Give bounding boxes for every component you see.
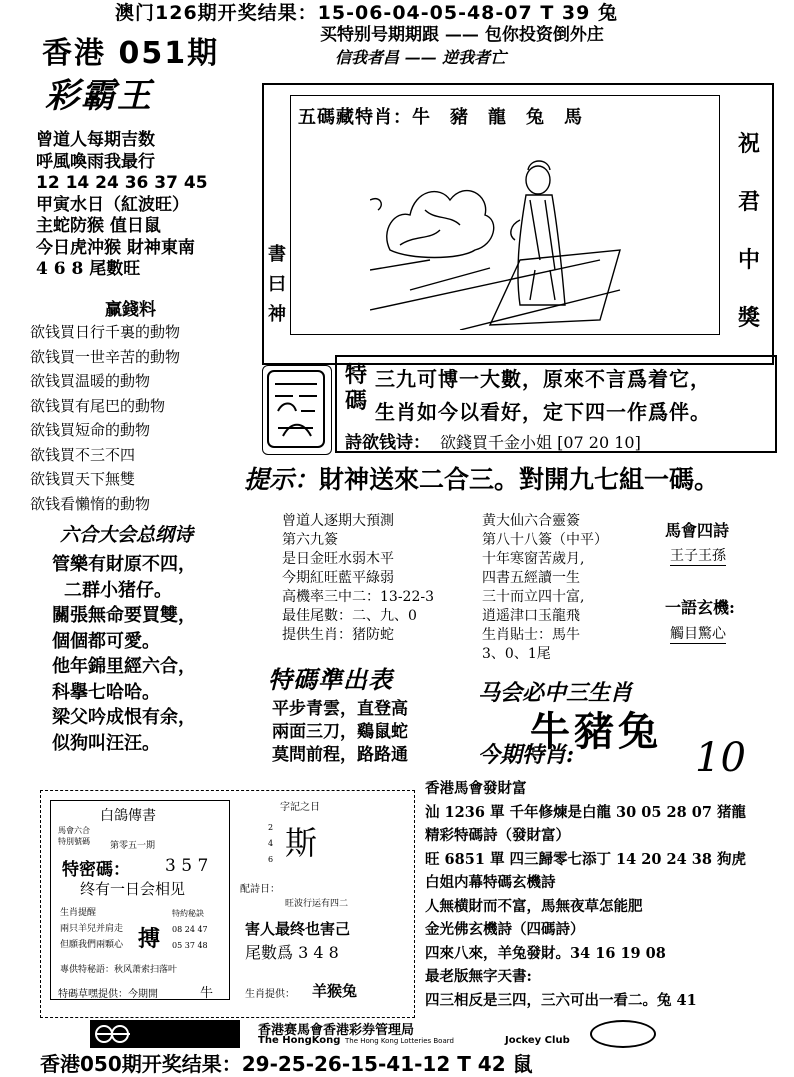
huang-line: 逍遥津口玉龍飛 bbox=[482, 608, 580, 624]
zeng-line: 曾道人逐期大預測 bbox=[282, 513, 394, 529]
hk-horse-line: 金光佛玄機詩（四碼詩） bbox=[425, 921, 585, 938]
left-info-line: 呼風喚雨我最行 bbox=[36, 151, 155, 172]
win-money-list bbox=[30, 320, 180, 516]
clipping-grass-label: 特碼草嘿提供：今期開 bbox=[58, 989, 158, 1000]
six-he-line: 個個都可愛。 bbox=[52, 630, 160, 652]
zeng-line: 最佳尾數：二、九、0 bbox=[282, 608, 417, 624]
clipping-tips bbox=[60, 905, 123, 953]
win-money-item: 欲钱買温暖的動物 bbox=[30, 372, 151, 390]
five-code-text: 五碼藏特肖：牛 豬 龍 兔 馬 bbox=[298, 107, 583, 128]
huang-line: 第八十八簽（中平） bbox=[482, 532, 608, 548]
left-info-line: 4 6 8 尾數旺 bbox=[36, 259, 141, 279]
zeng-forecast bbox=[282, 512, 434, 645]
word-title: 字記之日 bbox=[280, 802, 320, 813]
special-code-title: 特碼準出表 bbox=[268, 665, 393, 694]
six-he-line: 梁父吟成恨有余， bbox=[52, 707, 196, 728]
six-he-line: 他年錦里經六合， bbox=[52, 656, 196, 677]
tail-line bbox=[245, 940, 339, 963]
win-money-item: 欲钱買天下無雙 bbox=[30, 470, 136, 488]
zeng-line: 第六九簽 bbox=[282, 532, 338, 548]
word-num: 4 bbox=[268, 839, 274, 848]
win-money-item: 欲钱買短命的動物 bbox=[30, 421, 151, 439]
huang-line: 3、0、1尾 bbox=[482, 646, 551, 662]
six-he-line: 管樂有財原不四， bbox=[52, 554, 196, 575]
clipping-spec-num: 05 37 48 bbox=[172, 941, 208, 950]
tail-value: 3 4 8 bbox=[298, 943, 339, 962]
special-code-line: 平步青雲，直登高 bbox=[272, 699, 408, 719]
slogan-line-1: 买特别号期期跟 —— 包你投资倒外庄 bbox=[320, 25, 604, 45]
zodiac-label: 生肖提供： bbox=[245, 989, 295, 1000]
hk-horse-line: 四三相反是三四，三六可出一看二。兔 41 bbox=[425, 991, 697, 1009]
special-code-seal: 特碼 bbox=[345, 362, 368, 414]
zeng-line: 是日金旺水弱木平 bbox=[282, 551, 394, 567]
must-win-title: 马会必中三生肖 bbox=[478, 680, 633, 706]
footer-logo-band bbox=[90, 1020, 240, 1048]
left-info-line: 甲寅水日（紅波旺） bbox=[36, 194, 189, 215]
clipping-footer-label: 專供特秘語：秋风萧索扫落叶 bbox=[60, 965, 178, 975]
clipping-issue: 第零五一期 bbox=[110, 841, 156, 851]
clipping-tema-value: 3 5 7 bbox=[165, 856, 209, 876]
zodiac-value: 羊猴兔 bbox=[312, 982, 358, 1000]
must-win-number: 10 bbox=[695, 735, 746, 781]
bottom-result-banner: 香港050期开奖结果：29-25-26-15-41-12 T 42 鼠 bbox=[40, 1052, 533, 1076]
footer-cn: 香港赛馬會香港彩券管理局 bbox=[258, 1023, 415, 1038]
zeng-line: 高機率三中二：13-22-3 bbox=[282, 589, 434, 605]
corner-stamp bbox=[262, 365, 332, 455]
must-win-label: 今期特肖: bbox=[478, 742, 575, 768]
clipping-small bbox=[58, 825, 90, 847]
word-char: 斯 bbox=[285, 824, 318, 862]
slogan-line-2: 信我者昌 —— 逆我者亡 bbox=[335, 48, 507, 67]
six-he-line: 似狗叫汪汪。 bbox=[52, 732, 160, 754]
left-info-line: 主蛇防猴 值日鼠 bbox=[36, 216, 161, 236]
clipping-bo-char: 搏 bbox=[138, 926, 161, 952]
lotteries-logo-icon bbox=[590, 1020, 656, 1048]
clipping-tips-line: 但願我們兩顆心 bbox=[60, 940, 124, 950]
left-info-line: 曾道人每期吉数 bbox=[36, 130, 155, 150]
word-num: 6 bbox=[268, 855, 274, 864]
win-money-item: 欲钱買一世辛苦的動物 bbox=[30, 347, 181, 366]
wish-win-vertical: 祝君中獎 bbox=[738, 131, 761, 331]
special-code-line: 兩面三刀，鷄鼠蛇 bbox=[272, 722, 408, 742]
clipping-tema-label: 特密碼： bbox=[62, 860, 130, 880]
pair-label: 配詩日： bbox=[240, 884, 280, 895]
special-poem-line-2: 生肖如今以看好，定下四一作爲伴。 bbox=[375, 400, 711, 424]
clipping-small-line: 特別號碼 bbox=[58, 837, 90, 846]
horse-poem-title: 馬會四詩 bbox=[665, 521, 730, 540]
one-word-title: 一語玄機: bbox=[665, 598, 735, 617]
six-he-poem bbox=[52, 552, 196, 756]
clipping-spec bbox=[172, 906, 208, 954]
hk-horse-line: 四來八來，羊兔發財。34 16 19 08 bbox=[425, 944, 666, 962]
one-word-text: 觸目驚心 bbox=[670, 623, 726, 644]
issue-title: 香港 051期 bbox=[42, 36, 220, 71]
hk-horse-line: 香港馬會發財富 bbox=[425, 780, 527, 797]
horse-poem-text: 王子王孫 bbox=[670, 545, 726, 566]
huang-line: 四書五經讀一生 bbox=[482, 570, 580, 586]
hint-text: 財神送來二合三。對開九七組一碼。 bbox=[319, 465, 720, 494]
book-god-vertical: 書曰神 bbox=[268, 244, 286, 325]
clipping-saying: 终有一日会相见 bbox=[80, 880, 186, 898]
tail-label: 尾數爲 bbox=[245, 943, 294, 962]
footer-en-left: The HongKong bbox=[258, 1035, 341, 1046]
huang-line: 生肖貼士：馬牛 bbox=[482, 627, 580, 643]
huang-line: 三十而立四十富, bbox=[482, 589, 585, 605]
hk-horse-line: 白姐内幕特碼玄機詩 bbox=[425, 874, 556, 891]
left-info-block bbox=[36, 130, 208, 281]
hk-horse-line: 精彩特碼詩（發財富） bbox=[425, 827, 570, 844]
six-he-title: 六合大会总纲诗 bbox=[60, 524, 194, 546]
word-num: 2 bbox=[268, 823, 274, 832]
six-he-line: 二群小猪仔。 bbox=[64, 579, 172, 601]
hk-horse-line: 人無横財而不富，馬無夜草怎能肥 bbox=[425, 897, 643, 915]
hint-line bbox=[244, 460, 719, 496]
win-money-title: 赢錢料 bbox=[105, 300, 156, 320]
zeng-line: 今期紅旺藍平綠弱 bbox=[282, 570, 394, 586]
poem-text: 欲錢買千金小姐 [07 20 10] bbox=[440, 433, 641, 452]
special-code-list bbox=[272, 698, 408, 767]
top-result-banner: 澳门126期开奖结果：15-06-04-05-48-07 T 39 兔 bbox=[115, 2, 618, 24]
clipping-spec-label: 特約秘訣 bbox=[172, 909, 204, 918]
clipping-grass-value: 牛 bbox=[200, 986, 214, 1001]
brand-title: 彩霸王 bbox=[45, 76, 153, 116]
special-poem-line-1: 三九可博一大數，原來不言爲着它， bbox=[375, 367, 711, 391]
lady-illustration bbox=[370, 140, 630, 330]
poem-label: 詩欲钱诗： bbox=[345, 433, 430, 453]
clipping-header: 白鴿傳書 bbox=[100, 808, 156, 824]
clipping-tips-line: 生肖提醒 bbox=[60, 908, 97, 918]
huang-daxian bbox=[482, 512, 608, 664]
jockey-club-logo-icon bbox=[90, 1020, 140, 1048]
clipping-small-line: 馬會六合 bbox=[58, 826, 90, 835]
hint-label: 提示： bbox=[244, 465, 320, 494]
zeng-line: 提供生肖：猪防蛇 bbox=[282, 627, 394, 643]
win-money-item: 欲钱買不三不四 bbox=[30, 445, 136, 464]
hk-horse-line: 旺 6851 單 四三歸零七添丁 14 20 24 38 狗虎 bbox=[425, 850, 746, 868]
must-win-animals: 牛豬兔 bbox=[530, 708, 662, 755]
word-nums bbox=[268, 820, 273, 868]
hk-horse-line: 汕 1236 單 千年修煉是白龍 30 05 28 07 猪龍 bbox=[425, 803, 746, 821]
footer-en-mid: The Hong Kong Lotteries Board bbox=[345, 1037, 454, 1045]
hk-horse-list bbox=[425, 777, 746, 1012]
win-money-item: 欲钱買日行千裏的動物 bbox=[30, 323, 181, 341]
win-money-item: 欲钱看懶惰的動物 bbox=[30, 494, 151, 513]
clipping-tips-line: 兩只羊兒并肩走 bbox=[60, 924, 124, 934]
left-info-line: 今日虎沖猴 財神東南 bbox=[36, 237, 195, 258]
left-info-line: 12 14 24 36 37 45 bbox=[36, 173, 208, 193]
hk-horse-line: 最老版無字天書: bbox=[425, 968, 532, 985]
huang-line: 黄大仙六合靈簽 bbox=[482, 513, 580, 529]
huang-line: 十年寒窗苦歲月, bbox=[482, 551, 585, 567]
win-money-item: 欲钱買有尾巴的動物 bbox=[30, 396, 166, 415]
six-he-line: 關張無命要買雙， bbox=[52, 605, 196, 626]
footer-en-right: Jockey Club bbox=[505, 1035, 570, 1046]
clipping-spec-num: 08 24 47 bbox=[172, 925, 208, 934]
stamp-mark-icon bbox=[263, 366, 329, 452]
harm-text: 害人最终也害己 bbox=[245, 920, 351, 938]
pair-text: 旺波行运有四二 bbox=[285, 899, 349, 909]
six-he-line: 科擧七哈哈。 bbox=[52, 681, 160, 703]
special-code-line: 莫問前程，路路通 bbox=[272, 745, 408, 765]
